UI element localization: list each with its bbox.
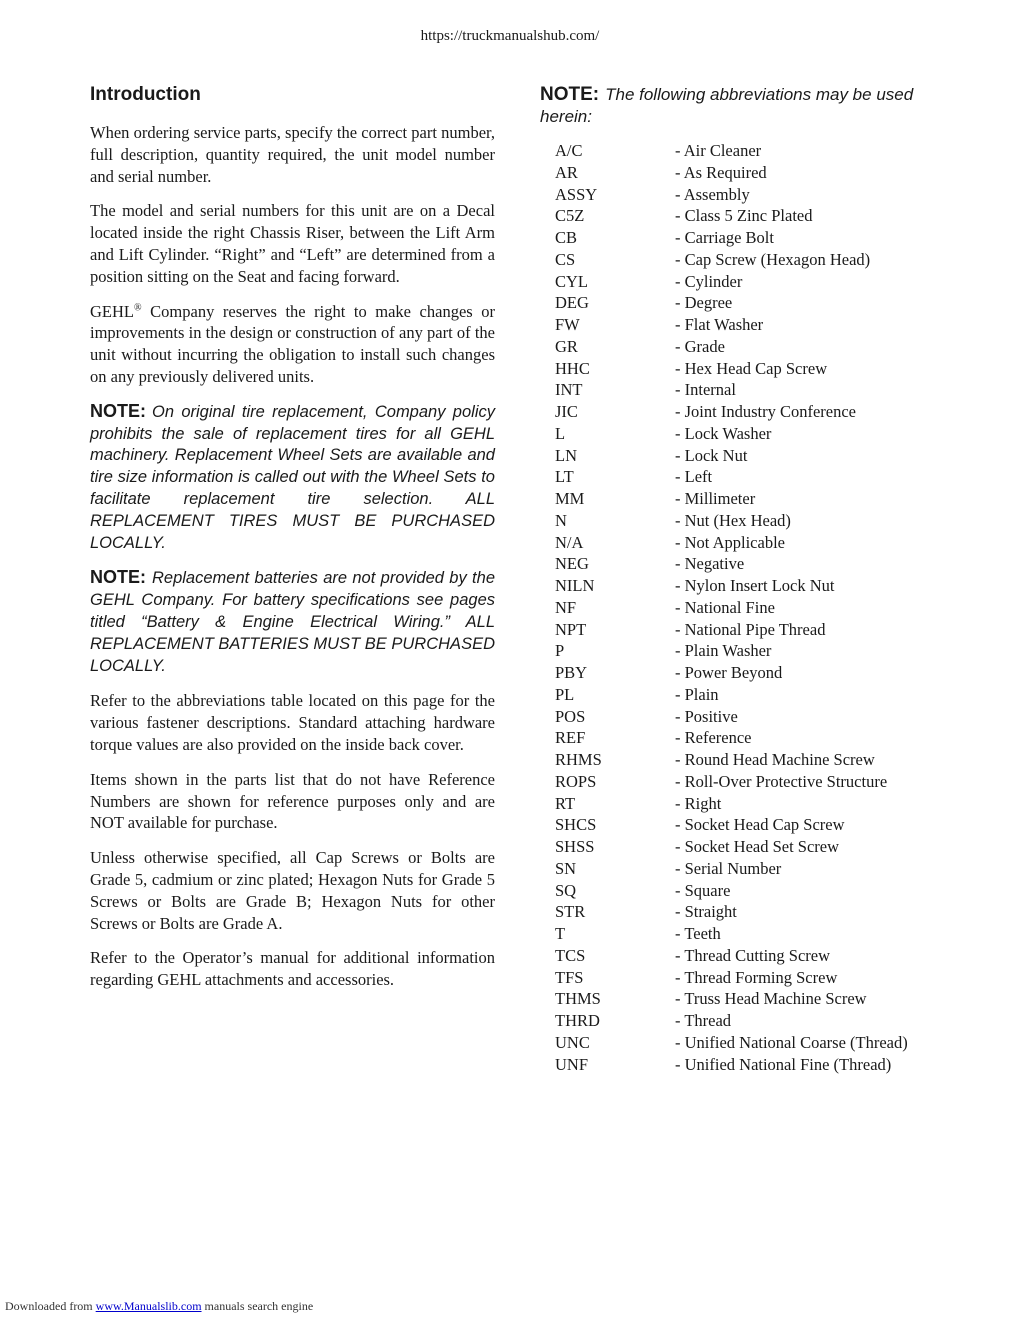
footer: [5, 1299, 313, 1314]
footer-prefix: Downloaded from: [5, 1299, 96, 1313]
abbreviation-definition: - Serial Number: [675, 858, 782, 878]
abbreviation-code: RT: [555, 793, 576, 813]
battery-note: [90, 567, 495, 677]
abbreviation-code: MM: [555, 489, 585, 508]
abbreviation-code: ROPS: [555, 771, 597, 791]
abbreviation-code: UNC: [555, 1032, 590, 1052]
abbreviation-code: LT: [555, 467, 574, 487]
abbreviation-row: [555, 749, 950, 771]
abbreviation-row: [555, 292, 950, 314]
abbreviation-code: RHMS: [555, 750, 602, 769]
abbreviation-code: N/A: [555, 532, 584, 552]
abbreviation-definition: - Nylon Insert Lock Nut: [675, 576, 835, 595]
abbreviation-row: [555, 205, 950, 227]
abbreviation-definition: - Class 5 Zinc Plated: [675, 206, 813, 226]
abbreviation-row: [555, 401, 950, 423]
abbreviation-row: [555, 684, 950, 706]
abbreviation-definition: - Reference: [675, 728, 752, 748]
abbreviation-definition: - Nut (Hex Head): [675, 510, 791, 530]
abbreviation-code: SN: [555, 858, 577, 878]
abbreviation-row: [555, 662, 950, 684]
registered-mark: ®: [134, 302, 142, 314]
abbreviation-row: [555, 271, 950, 293]
abbreviation-row: [555, 814, 950, 836]
footer-suffix: manuals search engine: [201, 1299, 314, 1313]
abbreviation-definition: - Internal: [675, 380, 736, 400]
abbreviation-definition: - Roll-Over Protective Structure: [675, 771, 888, 791]
abbreviation-code: STR: [555, 902, 586, 922]
abbreviation-code: NF: [555, 597, 577, 617]
abbreviation-row: [555, 1032, 950, 1054]
abbreviations-note-text: The following abbreviations may be used herein:: [540, 85, 914, 126]
abbreviation-code: TCS: [555, 945, 586, 965]
abbreviation-code: TFS: [555, 967, 584, 987]
abbreviation-row: [555, 445, 950, 467]
abbreviation-definition: - Socket Head Cap Screw: [675, 815, 845, 835]
abbreviation-definition: - Socket Head Set Screw: [675, 837, 840, 856]
tire-note-label: NOTE:: [90, 400, 146, 421]
abbreviation-row: [555, 1010, 950, 1032]
abbreviation-definition: - National Pipe Thread: [675, 619, 826, 639]
abbreviation-row: [555, 532, 950, 554]
intro-paragraph-6: Unless otherwise specified, all Cap Screws or Bolts are Grade 5, cadmium or zinc plated; Hexagon Nuts for Grade 5 Screws or Bolts are Grade B; Hexagon Nuts for other Screws or Bolts are Grade A.: [90, 848, 495, 933]
abbreviation-row: [555, 858, 950, 880]
abbreviation-code: SHSS: [555, 837, 595, 856]
abbreviation-row: [555, 227, 950, 249]
abbreviation-code: THRD: [555, 1011, 600, 1030]
abbreviation-code: AR: [555, 162, 578, 182]
tire-note: [90, 401, 495, 555]
abbreviation-code: DEG: [555, 293, 589, 313]
abbreviation-definition: - Power Beyond: [675, 663, 783, 682]
abbreviation-code: NEG: [555, 554, 589, 574]
abbreviation-row: [555, 184, 950, 206]
abbreviations-note-label: NOTE:: [540, 84, 600, 105]
abbreviation-definition: - Lock Washer: [675, 423, 772, 443]
abbreviation-definition: - Square: [675, 880, 731, 900]
abbreviation-code: LN: [555, 445, 577, 465]
abbreviation-code: L: [555, 423, 566, 443]
abbreviation-row: [555, 836, 950, 858]
abbreviation-definition: - As Required: [675, 162, 767, 182]
abbreviation-definition: - Assembly: [675, 184, 750, 204]
abbreviation-row: [555, 793, 950, 815]
abbreviation-code: ASSY: [555, 184, 598, 204]
abbreviation-row: [555, 640, 950, 662]
battery-note-text: Replacement batteries are not provided by the GEHL Company. For battery specifications see pages titled “Battery & Engine Electrical Wiring.” ALL REPLACEMENT BATTERIES MUST BE PURCHASED LOCALLY.: [90, 569, 495, 675]
abbreviation-row: [555, 249, 950, 271]
abbreviation-definition: - Hex Head Cap Screw: [675, 358, 828, 378]
abbreviation-row: [555, 336, 950, 358]
abbreviation-code: UNF: [555, 1054, 589, 1074]
abbreviation-definition: - Left: [675, 467, 713, 487]
abbreviation-row: [555, 727, 950, 749]
abbreviation-code: CS: [555, 249, 576, 269]
abbreviation-definition: - Flat Washer: [675, 315, 764, 334]
abbreviation-code: PL: [555, 684, 575, 704]
abbreviation-row: [555, 423, 950, 445]
abbreviation-definition: - Positive: [675, 706, 738, 726]
abbreviation-row: [555, 597, 950, 619]
abbreviation-code: INT: [555, 380, 583, 400]
abbreviation-row: [555, 901, 950, 923]
abbreviation-code: SHCS: [555, 815, 597, 835]
abbreviation-code: HHC: [555, 358, 590, 378]
abbreviation-definition: - Thread Cutting Screw: [675, 945, 831, 965]
abbreviation-definition: - Thread Forming Screw: [675, 967, 838, 987]
introduction-column: [90, 84, 495, 1004]
abbreviation-definition: - Truss Head Machine Screw: [675, 989, 867, 1009]
footer-link[interactable]: www.Manualslib.com: [95, 1299, 202, 1313]
intro-paragraph-3: [90, 301, 495, 388]
abbreviation-code: NPT: [555, 619, 587, 639]
abbreviation-row: [555, 706, 950, 728]
abbreviation-code: THMS: [555, 989, 601, 1009]
abbreviation-code: C5Z: [555, 206, 585, 226]
abbreviation-definition: - Not Applicable: [675, 532, 785, 552]
abbreviation-definition: - Grade: [675, 336, 725, 356]
abbreviation-definition: - Carriage Bolt: [675, 228, 774, 247]
abbreviation-code: N: [555, 510, 567, 530]
intro-paragraph-4: Refer to the abbreviations table located on this page for the various fastener descriptions. Standard attaching hardware torque values are also provided on the inside back cover.: [90, 691, 495, 754]
brand-name: GEHL: [90, 301, 134, 321]
abbreviation-definition: - Plain Washer: [675, 641, 772, 661]
abbreviations-note: [540, 84, 950, 128]
abbreviation-row: [555, 510, 950, 532]
abbreviation-row: [555, 1054, 950, 1076]
abbreviation-row: [555, 314, 950, 336]
abbreviation-definition: - Thread: [675, 1011, 732, 1030]
abbreviation-code: GR: [555, 336, 578, 356]
abbreviation-row: [555, 379, 950, 401]
abbreviation-row: [555, 945, 950, 967]
abbreviation-code: SQ: [555, 880, 577, 900]
intro-paragraph-5: Items shown in the parts list that do not have Reference Numbers are shown for reference purposes only and are NOT available for purchase.: [90, 769, 495, 833]
abbreviations-column: [540, 84, 950, 1075]
abbreviation-definition: - Straight: [675, 902, 737, 922]
abbreviation-definition: - Negative: [675, 554, 745, 574]
abbreviation-row: [555, 988, 950, 1010]
abbreviation-row: [555, 771, 950, 793]
abbreviation-definition: - Teeth: [675, 924, 721, 943]
abbreviation-definition: - Unified National Fine (Thread): [675, 1054, 892, 1074]
abbreviation-definition: - National Fine: [675, 597, 775, 617]
header-url[interactable]: https://truckmanualshub.com/: [420, 28, 600, 44]
abbreviation-definition: - Degree: [675, 293, 733, 313]
abbreviation-row: [555, 488, 950, 510]
abbreviation-row: [555, 880, 950, 902]
intro-paragraph-2: The model and serial numbers for this unit are on a Decal located inside the right Chassis Riser, between the Lift Arm and Lift Cylinder. “Right” and “Left” are determined from a position sitting on the Seat and facing forward.: [90, 201, 495, 286]
abbreviation-code: A/C: [555, 141, 583, 160]
abbreviation-definition: - Lock Nut: [675, 445, 748, 465]
abbreviation-row: [555, 923, 950, 945]
abbreviation-row: [555, 358, 950, 380]
abbreviation-code: PBY: [555, 663, 588, 682]
abbreviation-row: [555, 466, 950, 488]
tire-note-text: On original tire replacement, Company policy prohibits the sale of replacement tires for all GEHL machinery. Replacement Wheel Sets are available and tire size information is called out with the Wheel Sets to facilitate replacement tire selection. ALL REPLACEMENT TIRES MUST BE PURCHASED LOCALLY.: [90, 402, 495, 552]
abbreviation-code: T: [555, 924, 566, 943]
abbreviation-definition: - Cylinder: [675, 271, 743, 291]
abbreviation-code: REF: [555, 728, 586, 748]
abbreviation-code: P: [555, 641, 565, 661]
abbreviation-definition: - Joint Industry Conference: [675, 402, 856, 421]
abbreviation-definition: - Right: [675, 793, 722, 813]
intro-paragraph-3-text: Company reserves the right to make changes or improvements in the design or construction of any part of the unit without incurring the obligation to install such changes on any previously delivered units.: [90, 301, 495, 386]
abbreviation-code: CYL: [555, 271, 588, 291]
intro-paragraph-7: Refer to the Operator’s manual for additional information regarding GEHL attachments and accessories.: [90, 948, 495, 990]
abbreviation-row: [555, 162, 950, 184]
abbreviation-code: JIC: [555, 402, 578, 421]
abbreviation-row: [555, 575, 950, 597]
abbreviation-definition: - Cap Screw (Hexagon Head): [675, 249, 871, 269]
abbreviation-code: POS: [555, 706, 586, 726]
abbreviations-list: [555, 140, 950, 1075]
abbreviation-definition: - Millimeter: [675, 489, 756, 508]
abbreviation-code: FW: [555, 315, 580, 334]
abbreviation-definition: - Air Cleaner: [675, 141, 762, 160]
abbreviation-definition: - Plain: [675, 684, 719, 704]
battery-note-label: NOTE:: [90, 567, 146, 588]
abbreviation-code: CB: [555, 228, 578, 247]
abbreviation-definition: - Unified National Coarse (Thread): [675, 1032, 908, 1052]
abbreviation-code: NILN: [555, 576, 595, 595]
abbreviation-row: [555, 140, 950, 162]
abbreviation-row: [555, 619, 950, 641]
abbreviation-row: [555, 553, 950, 575]
abbreviation-definition: - Round Head Machine Screw: [675, 750, 875, 769]
abbreviation-row: [555, 967, 950, 989]
page-title: Introduction: [90, 84, 201, 105]
intro-paragraph-1: When ordering service parts, specify the correct part number, full description, quantity required, the unit model number and serial number.: [90, 123, 495, 186]
